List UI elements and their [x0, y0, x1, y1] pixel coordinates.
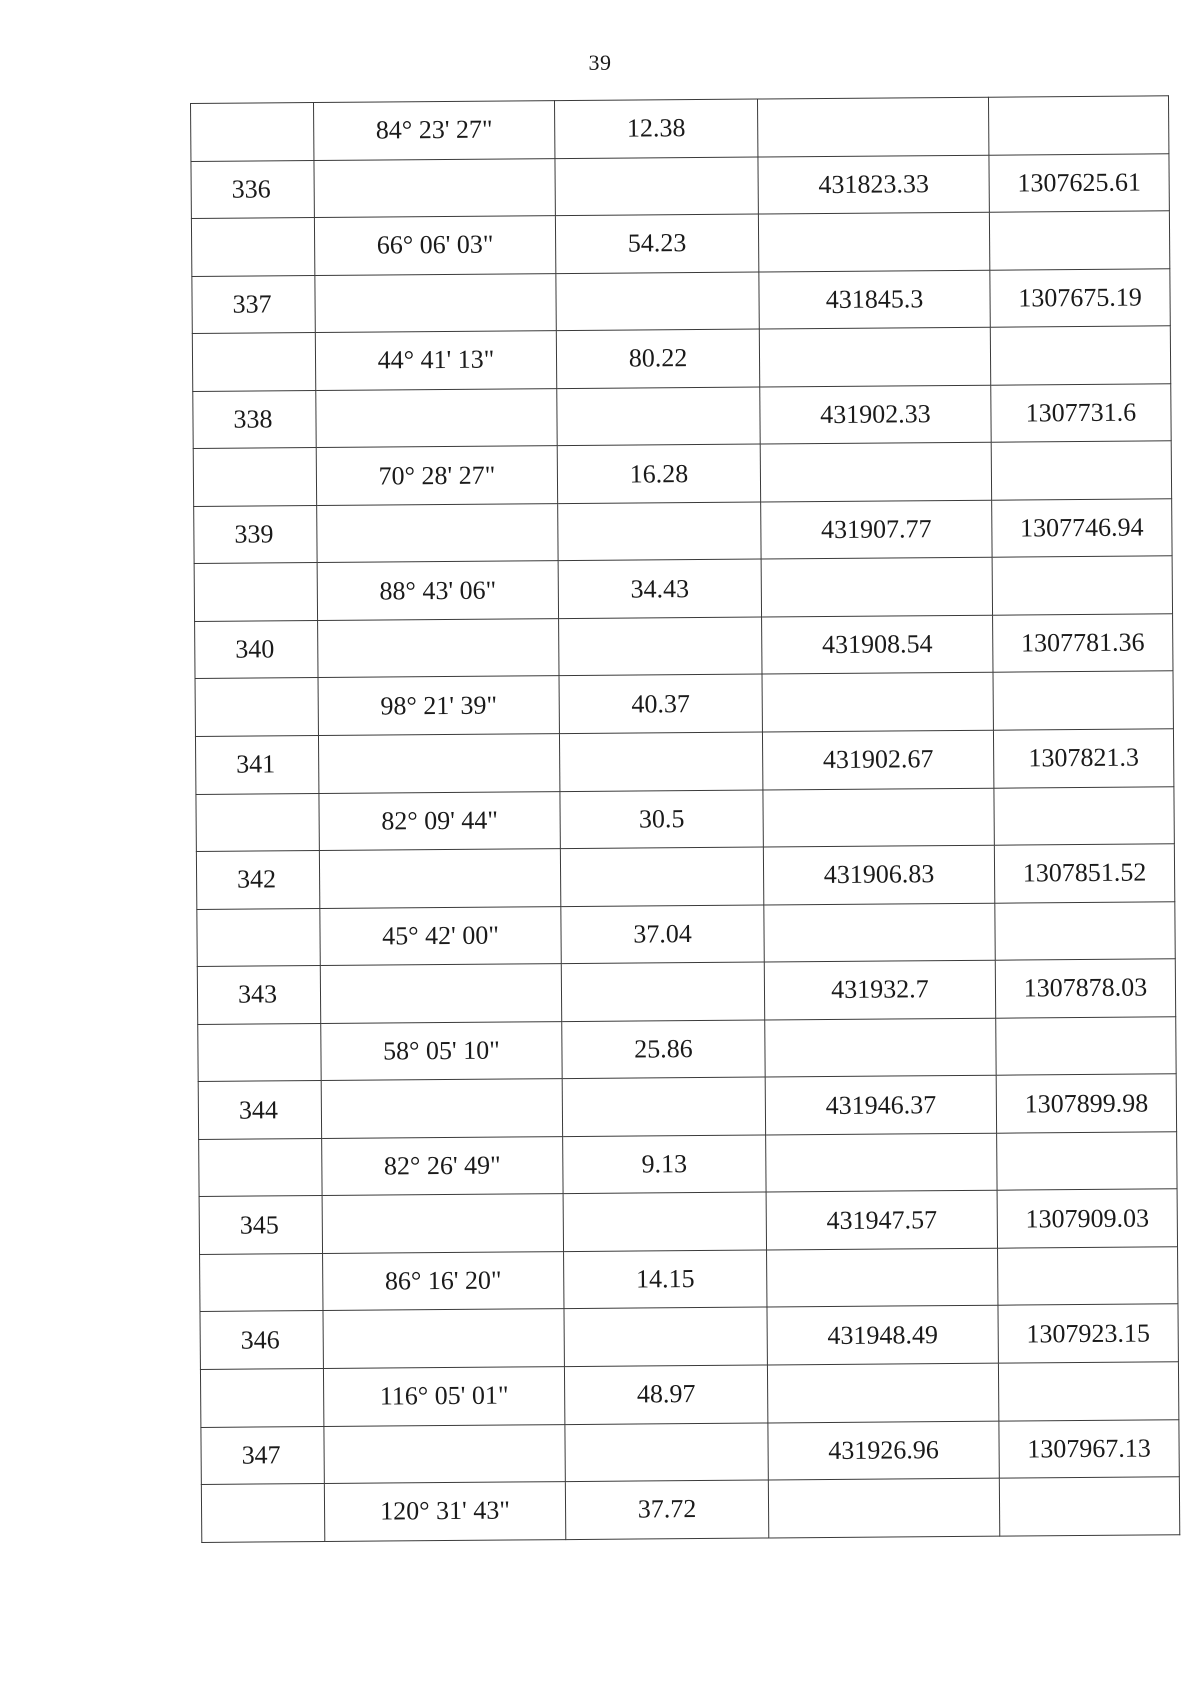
station-cell	[199, 1138, 322, 1196]
bearing-cell: 45° 42' 00"	[320, 906, 561, 965]
bearing-cell	[317, 503, 558, 562]
easting-cell: 1307923.15	[998, 1304, 1178, 1363]
easting-cell	[991, 441, 1171, 500]
station-cell: 345	[199, 1196, 322, 1255]
station-cell: 341	[195, 735, 318, 794]
easting-cell	[993, 671, 1173, 730]
northing-cell: 431907.77	[761, 500, 992, 559]
distance-cell: 16.28	[557, 444, 760, 503]
distance-cell: 54.23	[555, 214, 758, 273]
leg-row	[196, 786, 1174, 851]
bearing-cell: 88° 43' 06"	[317, 561, 558, 620]
bearing-cell	[314, 158, 555, 217]
distance-cell: 48.97	[564, 1365, 767, 1424]
bearing-cell: 116° 05' 01"	[323, 1367, 564, 1426]
bearing-cell	[320, 964, 561, 1023]
survey-coordinates-table	[190, 95, 1180, 1542]
station-cell: 342	[196, 851, 319, 910]
station-row	[193, 383, 1171, 448]
easting-cell	[995, 901, 1175, 960]
easting-cell	[990, 326, 1170, 385]
station-cell	[191, 103, 314, 161]
easting-cell: 1307625.61	[989, 153, 1169, 212]
bearing-cell	[318, 734, 559, 793]
table-body	[191, 96, 1180, 1542]
northing-cell	[767, 1363, 998, 1422]
northing-cell: 431845.3	[759, 270, 990, 329]
station-row	[200, 1304, 1178, 1369]
northing-cell: 431932.7	[764, 960, 995, 1019]
distance-cell: 14.15	[564, 1250, 767, 1309]
distance-cell	[565, 1423, 768, 1482]
easting-cell	[997, 1132, 1177, 1191]
bearing-cell: 66° 06' 03"	[314, 216, 555, 275]
northing-cell	[766, 1133, 997, 1192]
easting-cell: 1307851.52	[994, 844, 1174, 903]
leg-row	[197, 901, 1175, 966]
easting-cell	[994, 786, 1174, 845]
distance-cell	[559, 732, 762, 791]
distance-cell	[564, 1307, 767, 1366]
distance-cell: 12.38	[554, 99, 757, 158]
northing-cell	[765, 1018, 996, 1077]
bearing-cell: 82° 26' 49"	[322, 1136, 563, 1195]
easting-cell: 1307746.94	[992, 499, 1172, 558]
distance-cell: 30.5	[560, 790, 763, 849]
station-cell	[200, 1369, 323, 1427]
leg-row	[198, 1017, 1176, 1082]
bearing-cell: 84° 23' 27"	[314, 101, 555, 160]
leg-row	[192, 326, 1170, 391]
bearing-cell: 44° 41' 13"	[315, 331, 556, 390]
station-row	[191, 153, 1169, 218]
station-cell: 347	[201, 1426, 324, 1485]
bearing-cell: 82° 09' 44"	[319, 791, 560, 850]
northing-cell	[760, 442, 991, 501]
leg-row	[193, 441, 1171, 506]
northing-cell	[757, 97, 988, 156]
easting-cell	[989, 211, 1169, 270]
station-cell: 338	[193, 390, 316, 449]
station-row	[199, 1189, 1177, 1254]
distance-cell	[562, 1077, 765, 1136]
distance-cell	[558, 502, 761, 561]
bearing-cell	[318, 618, 559, 677]
distance-cell	[557, 387, 760, 446]
distance-cell: 34.43	[558, 559, 761, 618]
distance-cell	[563, 1192, 766, 1251]
distance-cell	[556, 272, 759, 331]
distance-cell: 80.22	[556, 329, 759, 388]
station-cell	[193, 448, 316, 506]
distance-cell: 25.86	[562, 1020, 765, 1079]
distance-cell: 9.13	[563, 1135, 766, 1194]
station-row	[196, 844, 1174, 909]
northing-cell	[767, 1248, 998, 1307]
leg-row	[191, 96, 1169, 161]
northing-cell	[761, 558, 992, 617]
distance-cell: 40.37	[559, 674, 762, 733]
easting-cell: 1307878.03	[995, 959, 1175, 1018]
easting-cell: 1307909.03	[997, 1189, 1177, 1248]
northing-cell: 431948.49	[767, 1306, 998, 1365]
station-cell: 346	[200, 1311, 323, 1370]
station-cell: 337	[192, 275, 315, 334]
bearing-cell	[322, 1194, 563, 1253]
station-cell	[191, 218, 314, 276]
station-cell	[201, 1484, 324, 1542]
station-row	[194, 499, 1172, 564]
bearing-cell: 70° 28' 27"	[316, 446, 557, 505]
bearing-cell	[319, 849, 560, 908]
bearing-cell	[315, 273, 556, 332]
northing-cell	[768, 1478, 999, 1537]
easting-cell	[996, 1017, 1176, 1076]
easting-cell	[988, 96, 1168, 155]
station-cell	[196, 793, 319, 851]
station-row	[195, 729, 1173, 794]
station-cell: 343	[197, 966, 320, 1025]
station-cell	[195, 678, 318, 736]
northing-cell: 431902.33	[760, 385, 991, 444]
easting-cell	[999, 1477, 1179, 1536]
bearing-cell	[321, 1079, 562, 1138]
station-cell	[192, 333, 315, 391]
leg-row	[200, 1247, 1178, 1312]
distance-cell	[560, 847, 763, 906]
station-row	[197, 959, 1175, 1024]
northing-cell	[762, 673, 993, 732]
northing-cell: 431926.96	[768, 1421, 999, 1480]
page-number: 39	[588, 50, 612, 75]
survey-table-container	[190, 95, 1174, 1542]
easting-cell: 1307731.6	[991, 383, 1171, 442]
northing-cell: 431946.37	[765, 1075, 996, 1134]
station-cell: 344	[198, 1081, 321, 1140]
bearing-cell: 98° 21' 39"	[318, 676, 559, 735]
station-cell: 339	[194, 505, 317, 564]
distance-cell	[561, 962, 764, 1021]
easting-cell: 1307821.3	[993, 729, 1173, 788]
station-cell: 336	[191, 160, 314, 219]
distance-cell	[559, 617, 762, 676]
bearing-cell	[316, 388, 557, 447]
easting-cell	[992, 556, 1172, 615]
bearing-cell: 58° 05' 10"	[321, 1021, 562, 1080]
leg-row	[191, 211, 1169, 276]
easting-cell: 1307781.36	[993, 614, 1173, 673]
station-cell	[200, 1253, 323, 1311]
distance-cell: 37.72	[565, 1480, 768, 1539]
bearing-cell: 120° 31' 43"	[324, 1482, 565, 1541]
bearing-cell: 86° 16' 20"	[323, 1252, 564, 1311]
station-cell	[194, 563, 317, 621]
northing-cell: 431906.83	[763, 845, 994, 904]
leg-row	[194, 556, 1172, 621]
leg-row	[201, 1477, 1179, 1542]
northing-cell	[758, 212, 989, 271]
station-cell: 340	[195, 620, 318, 679]
station-cell	[197, 908, 320, 966]
northing-cell	[764, 903, 995, 962]
station-row	[195, 614, 1173, 679]
distance-cell	[555, 157, 758, 216]
northing-cell: 431902.67	[762, 730, 993, 789]
easting-cell	[998, 1362, 1178, 1421]
distance-cell: 37.04	[561, 905, 764, 964]
leg-row	[199, 1132, 1177, 1197]
northing-cell	[763, 788, 994, 847]
northing-cell: 431908.54	[762, 615, 993, 674]
station-row	[198, 1074, 1176, 1139]
northing-cell: 431947.57	[766, 1191, 997, 1250]
easting-cell: 1307675.19	[990, 268, 1170, 327]
bearing-cell	[324, 1424, 565, 1483]
station-cell	[198, 1023, 321, 1081]
easting-cell	[998, 1247, 1178, 1306]
northing-cell	[759, 327, 990, 386]
station-row	[201, 1419, 1179, 1484]
northing-cell: 431823.33	[758, 155, 989, 214]
easting-cell: 1307899.98	[996, 1074, 1176, 1133]
easting-cell: 1307967.13	[999, 1419, 1179, 1478]
leg-row	[195, 671, 1173, 736]
leg-row	[200, 1362, 1178, 1427]
station-row	[192, 268, 1170, 333]
bearing-cell	[323, 1309, 564, 1368]
